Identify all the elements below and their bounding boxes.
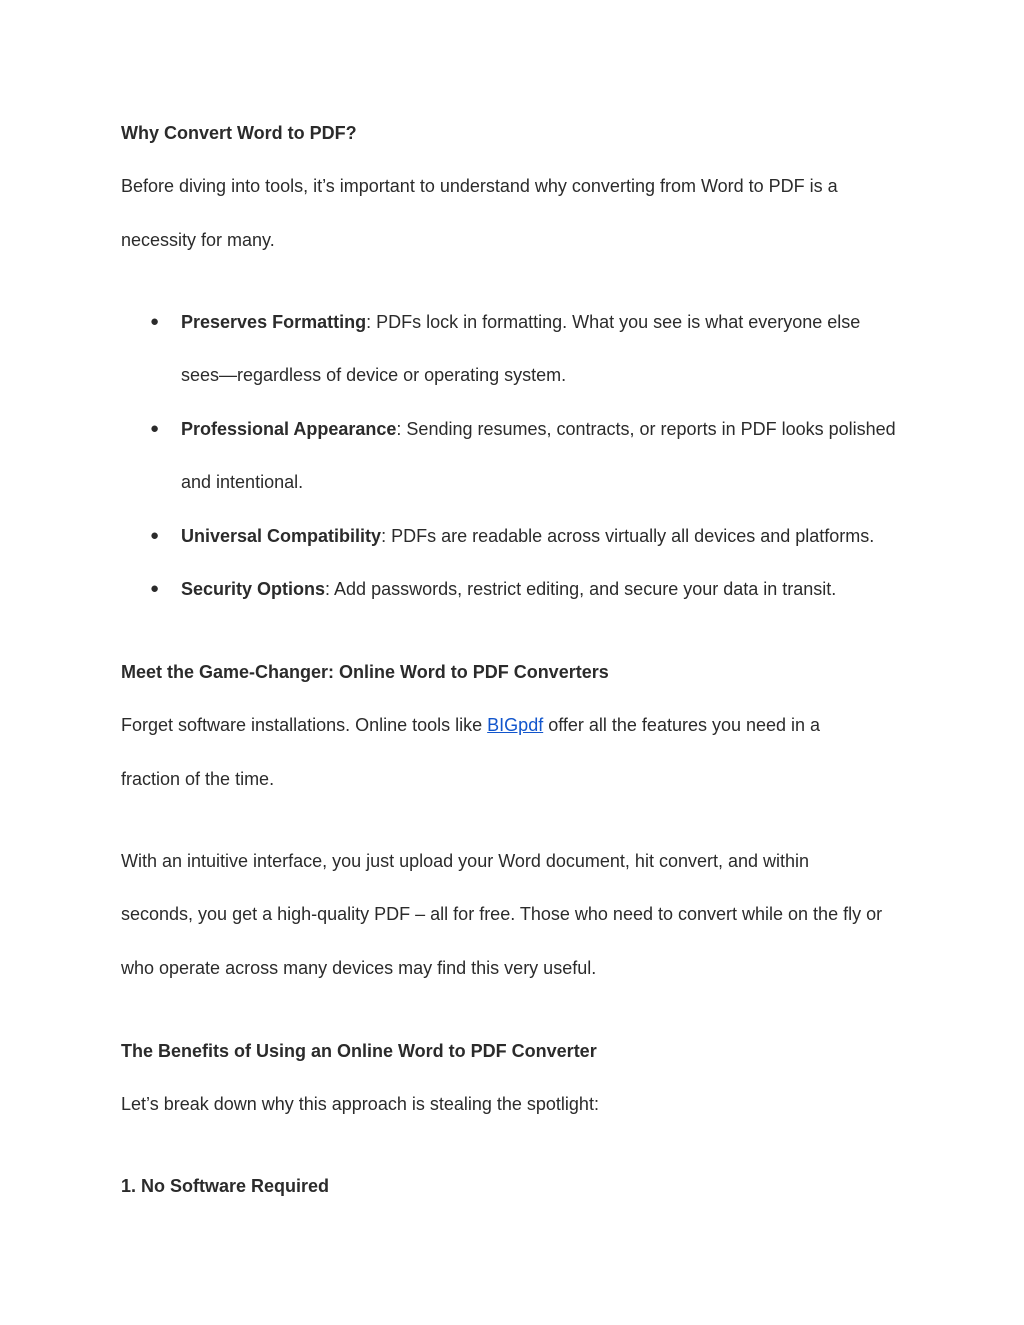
paragraph-benefits-intro: Let’s break down why this approach is stealing the spotlight: [121, 1094, 599, 1114]
paragraph-interface-line: seconds, you get a high-quality PDF – all for free. Those who need to convert while on the fly or [121, 904, 883, 924]
bullet-icon: ● [150, 420, 160, 437]
bullet-text: : Add passwords, restrict editing, and secure your data in transit. [325, 579, 837, 599]
bullet-icon: ● [150, 527, 160, 544]
bullet-item-preserves-formatting [181, 310, 860, 334]
section-heading-benefits: The Benefits of Using an Online Word to PDF Converter [121, 1041, 597, 1061]
bullet-item-security-options [181, 577, 836, 601]
paragraph-text: offer all the features you need in a [543, 715, 821, 735]
bullet-text-continuation: sees—regardless of device or operating system. [181, 365, 567, 385]
bullet-item-professional-appearance [181, 417, 896, 441]
paragraph-online-tools-line [121, 713, 820, 737]
bullet-text: : Sending resumes, contracts, or reports in PDF looks polished [396, 419, 896, 439]
bullet-term: Universal Compatibility [181, 526, 382, 546]
paragraph-intro-line: Before diving into tools, it’s important to understand why converting from Word to PDF is a [121, 176, 838, 196]
bullet-text-continuation: and intentional. [181, 472, 304, 492]
section-heading-game-changer: Meet the Game-Changer: Online Word to PDF Converters [121, 662, 609, 682]
bullet-term: Preserves Formatting [181, 312, 367, 332]
paragraph-text: Forget software installations. Online tools like [121, 715, 488, 735]
bullet-icon: ● [150, 313, 160, 330]
section-heading-why-convert: Why Convert Word to PDF? [121, 123, 357, 143]
subheading-no-software: 1. No Software Required [121, 1176, 330, 1196]
bullet-term: Security Options [181, 579, 326, 599]
bullet-icon: ● [150, 580, 160, 597]
bullet-term: Professional Appearance [181, 419, 397, 439]
bullet-text: : PDFs lock in formatting. What you see is what everyone else [366, 312, 861, 332]
paragraph-interface-line: With an intuitive interface, you just upload your Word document, hit convert, and within [121, 851, 810, 871]
paragraph-interface-line: who operate across many devices may find this very useful. [121, 958, 597, 978]
paragraph-online-tools-line: fraction of the time. [121, 769, 275, 789]
paragraph-intro-line: necessity for many. [121, 230, 275, 250]
bigpdf-link[interactable]: BIGpdf [487, 715, 544, 735]
bullet-item-universal-compatibility [181, 524, 874, 548]
bullet-text: : PDFs are readable across virtually all devices and platforms. [381, 526, 875, 546]
